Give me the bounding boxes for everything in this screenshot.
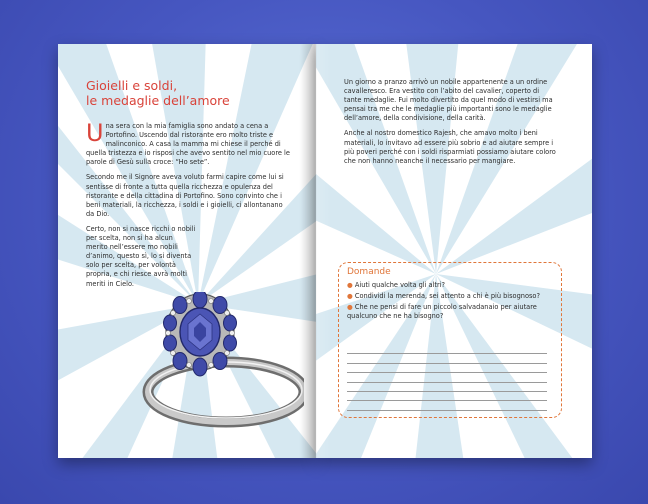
answer-line [347,401,547,410]
question-item [347,303,553,321]
right-page [316,44,592,458]
page-title [86,78,291,108]
question-text: Aiuti qualche volta gli altri? [354,281,446,289]
questions-list [347,281,553,323]
bullet-dot-icon: ● [347,292,355,300]
sapphire-ring-illustration [134,292,304,432]
paragraph-2: Secondo me il Signore aveva voluto farmi capire come lui si sentisse di fronte a tutta quella ricchezza e opulenza del ristorante e della cittadina di Portofino. Sono convinto che i beni materiali, la ricchezza, i soldi e i gioielli, ci allontanano da Dio. [86,173,284,218]
bullet-dot-icon: ● [347,303,355,311]
paragraph-1 [86,119,291,167]
answer-line [347,392,547,401]
question-text: Condividi la merenda, sei attento a chi è più bisognoso? [354,292,540,300]
questions-box [338,262,562,418]
question-item [347,292,553,301]
paragraph-4: Un giorno a pranzo arrivò un nobile appartenente a un ordine cavalleresco. Era vestito con l’abito del cavalier, coperto di tante medaglie. Fui molto divertito da quel modo di vestirsi ma pensai tra me che le medaglie più importanti sono le medaglie dell’amore, della condivisione, della carità. [344,78,553,123]
bullet-dot-icon: ● [347,281,355,289]
answer-lines [347,345,547,411]
left-page [58,44,316,458]
question-item [347,281,553,290]
paragraph-1-text: na sera con la mia famiglia sono andato a cena a Portofino. Uscendo dal ristorante ero molto triste e malinconico. A casa la mamma mi chiese il perché di quella tristezza e io risposi che avevo sentito nel mio cuore le parole di Gesù sulla croce: “Ho sete”. [86,122,290,167]
drop-cap: U [86,119,104,147]
answer-line [347,383,547,392]
book-spine-shadow [300,44,332,458]
answer-line [347,345,547,354]
title-line-2: le medaglie dell’amore [86,93,230,108]
title-line-1: Gioielli e soldi, [86,78,178,93]
answer-line [347,364,547,373]
paragraph-5: Anche al nostro domestico Rajesh, che amavo molto i beni materiali, lo invitavo ad essere più sobrio e ad aiutare sempre i più poveri perché con i soldi risparmiati possiamo aiutare coloro che non hanno neanche il necessario per mangiare. [344,129,556,165]
answer-line [347,373,547,382]
paragraph-3: Certo, non si nasce ricchi o nobili per scelta, non si ha alcun merito nell’essere mo nobili d’animo, questo sì, lo si diventa solo per scelta, per volontà propria, e chi riesce avrà molti meriti in Cielo. [86,224,196,288]
question-text: Che ne pensi di fare un piccolo salvadanaio per aiutare qualcuno che ne ha bisogno? [347,303,537,320]
answer-line [347,354,547,363]
right-text-column [344,78,558,172]
left-text-column [86,78,291,295]
questions-title: Domande [347,267,391,277]
